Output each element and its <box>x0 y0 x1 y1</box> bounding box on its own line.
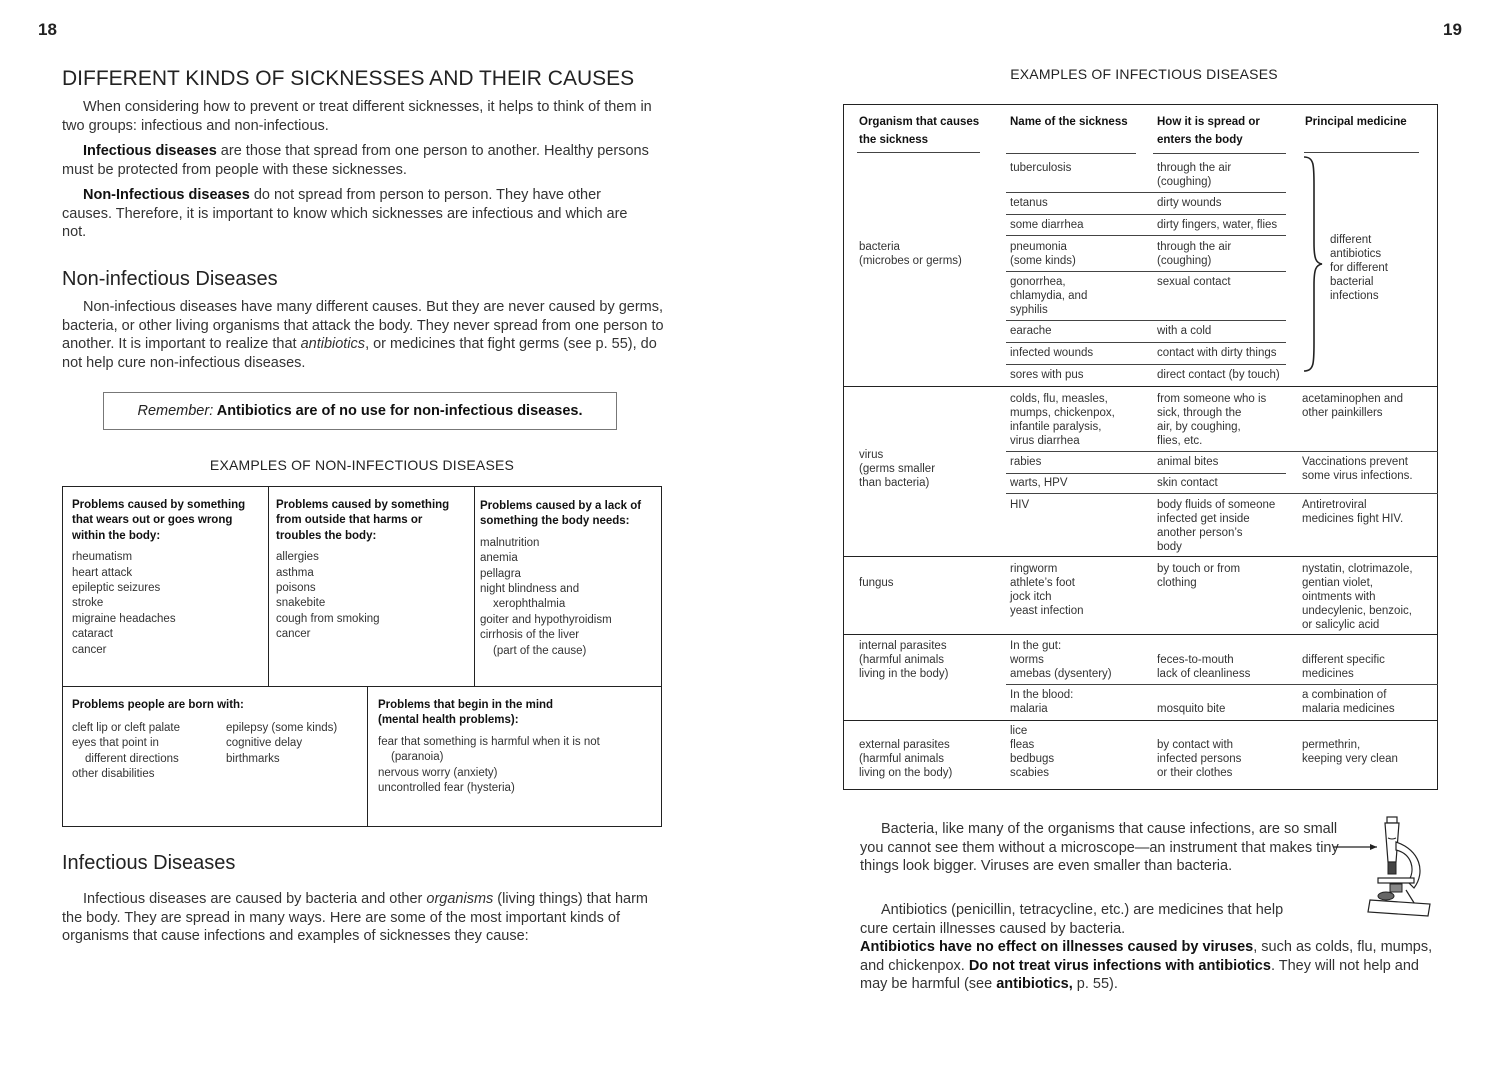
spread-method <box>1157 738 1241 780</box>
list-item: other disabilities <box>72 768 155 781</box>
table-cell-outside-harm <box>276 498 470 643</box>
table-divider <box>367 686 368 827</box>
text-line: (coughing) <box>1157 176 1212 188</box>
header-underline <box>857 152 980 153</box>
text-line: through the air <box>1157 162 1232 174</box>
cell-header <box>378 698 658 729</box>
antibiotics-paragraph-top: Antibiotics (penicillin, tetracycline, etc.) are medicines that help cure certain illnesses caused by bacteria. <box>860 902 1284 937</box>
text-line: nystatin, clotrimazole, <box>1302 563 1413 575</box>
text-line: living on the body) <box>859 767 953 779</box>
organism-external-parasites <box>859 738 952 780</box>
row-divider <box>1006 473 1286 474</box>
text-line: infections <box>1330 290 1379 302</box>
text-line: internal parasites <box>859 640 947 652</box>
spread-method: dirty fingers, water, flies <box>1157 219 1278 231</box>
header-line: troubles the body: <box>276 529 377 542</box>
text-line: clothing <box>1157 577 1197 589</box>
list-item: allergies <box>276 551 319 564</box>
row-divider <box>1006 214 1286 215</box>
text-line: or salicylic acid <box>1302 619 1380 631</box>
text-line: yeast infection <box>1010 605 1084 617</box>
row-separator <box>843 634 1438 635</box>
organism-virus <box>859 448 935 490</box>
text-line: undecylenic, benzoic, <box>1302 605 1412 617</box>
list-item: nervous worry (anxiety) <box>378 766 498 779</box>
row-separator <box>843 386 1438 387</box>
text-line: infantile paralysis, <box>1010 421 1102 433</box>
cell-header: Problems people are born with: <box>72 699 244 711</box>
text-line: gentian violet, <box>1302 577 1373 589</box>
spread-method <box>1157 240 1231 268</box>
text-line: virus <box>859 449 884 461</box>
medicine <box>1302 738 1398 766</box>
text-line: pneumonia <box>1010 241 1067 253</box>
spread-method: skin contact <box>1157 477 1218 489</box>
infectious-definition-text: are those that spread from one person to another. Healthy persons must be protected from people with these sicknesses. <box>62 143 649 178</box>
text-line: flies, etc. <box>1157 435 1203 447</box>
list-item: cataract <box>72 628 113 641</box>
organism-bacteria <box>859 240 962 268</box>
text-line: worms <box>1010 654 1044 666</box>
list-item: heart attack <box>72 566 133 579</box>
list-item: poisons <box>276 582 316 595</box>
header-line: Problems caused by something <box>276 499 450 511</box>
spread-method: with a cold <box>1157 325 1212 337</box>
cell-header <box>480 499 660 530</box>
header-line: from outside that harms or <box>276 514 423 527</box>
text-line: by contact with <box>1157 739 1234 751</box>
row-divider <box>1006 235 1286 236</box>
header-line: How it is spread or <box>1157 116 1260 128</box>
row-divider <box>1006 364 1286 365</box>
text-line: Antiretroviral <box>1302 499 1367 511</box>
antibiotics-paragraph-rest <box>860 938 1435 994</box>
list-item: fear that something is harmful when it is not <box>378 735 600 748</box>
spread-method <box>1157 653 1250 681</box>
text-line: sick, through the <box>1157 407 1242 419</box>
spread-method <box>1157 498 1275 554</box>
intro-paragraph: When considering how to prevent or treat different sicknesses, it helps to think of them in two groups: infectious and non-infectious. <box>62 99 652 134</box>
list-item: goiter and hypothyroidism <box>480 613 612 626</box>
bold-reference: antibiotics, <box>996 976 1073 993</box>
text-line: ringworm <box>1010 563 1058 575</box>
text-line: body fluids of someone <box>1157 499 1276 511</box>
text-line: keeping very clean <box>1302 753 1398 765</box>
list-item: cognitive delay <box>226 737 303 750</box>
sickness-name: sores with pus <box>1010 369 1084 381</box>
sickness-name: HIV <box>1010 499 1030 511</box>
list-item: epileptic seizures <box>72 582 161 595</box>
row-separator <box>843 720 1438 721</box>
table-cell-lack-of <box>480 499 660 659</box>
spread-method: dirty wounds <box>1157 197 1222 209</box>
list-item: snakebite <box>276 597 326 610</box>
text-line: In the gut: <box>1010 640 1062 652</box>
text-line: acetaminophen and <box>1302 393 1404 405</box>
text-line: (harmful animals <box>859 654 944 666</box>
text-line: Vaccinations prevent <box>1302 456 1408 468</box>
remember-text: Antibiotics are of no use for non-infectious diseases. <box>213 403 583 419</box>
text-line: lack of cleanliness <box>1157 668 1251 680</box>
header-underline <box>1006 153 1136 154</box>
text-line: a combination of <box>1302 689 1387 701</box>
text-line: or their clothes <box>1157 767 1233 779</box>
organism-fungus: fungus <box>859 577 894 589</box>
table-divider <box>268 486 269 686</box>
text-line: malaria <box>1010 703 1048 715</box>
header-line: Problems that begin in the mind <box>378 699 554 711</box>
text-line: bacterial <box>1330 276 1374 288</box>
born-with-list-a <box>72 721 222 783</box>
list-item: stroke <box>72 597 104 610</box>
bacteria-microscope-paragraph: Bacteria, like many of the organisms that cause infections, are so small you cannot see them without a microscope—an instrument that makes tiny things look bigger. Viruses are even smaller than bacteria. <box>860 821 1339 875</box>
text-line: (harmful animals <box>859 753 944 765</box>
header-underline <box>1304 152 1419 153</box>
text-line: through the air <box>1157 241 1232 253</box>
spread-method <box>1157 392 1266 448</box>
noninfectious-table-caption: EXAMPLES OF NON-INFECTIOUS DISEASES <box>209 457 515 473</box>
list-item: asthma <box>276 566 314 579</box>
text-line: (microbes or germs) <box>859 255 962 267</box>
sickness-name <box>1010 240 1076 268</box>
row-divider <box>1006 192 1286 193</box>
infectious-paragraph-text-2: (living things) that harm the body. They are spread in many ways. Here are some of the most important kinds of organisms that cause infections and examples of sicknesses they cause: <box>62 891 649 945</box>
list-item: cancer <box>72 643 107 656</box>
infectious-term: Infectious diseases <box>83 143 217 159</box>
organism-internal-parasites <box>859 639 949 681</box>
list-item: different directions <box>85 752 179 765</box>
text-line: chlamydia, and <box>1010 290 1088 302</box>
list-item: migraine headaches <box>72 612 176 625</box>
text-line: than bacteria) <box>859 477 930 489</box>
text-run: . They will not help and may be harmful (see <box>860 957 1419 993</box>
list-item: malnutrition <box>480 536 540 549</box>
list-item: epilepsy (some kinds) <box>226 722 338 734</box>
sickness-name <box>1010 392 1115 448</box>
text-line: jock itch <box>1010 591 1052 603</box>
medicine <box>1302 498 1403 526</box>
row-divider <box>1006 493 1438 494</box>
table-cell-born-with <box>72 698 362 719</box>
text-line: scabies <box>1010 767 1049 779</box>
list-item: xerophthalmia <box>493 598 566 611</box>
text-run: , such as colds, flu, mumps, and chickenpox. <box>860 939 1433 974</box>
spread-method: mosquito bite <box>1157 703 1226 715</box>
text-line: different specific <box>1302 654 1385 666</box>
text-line: malaria medicines <box>1302 703 1395 715</box>
header-line: that wears out or goes wrong <box>72 514 233 527</box>
medicine <box>1302 562 1413 632</box>
list-item: (part of the cause) <box>493 644 587 657</box>
text-run: p. 55). <box>1072 976 1118 993</box>
text-line: colds, flu, measles, <box>1010 393 1108 405</box>
list-item: cirrhosis of the liver <box>480 629 580 642</box>
section-heading-infectious: Infectious Diseases <box>62 852 236 874</box>
text-line: (coughing) <box>1157 255 1212 267</box>
text-line: In the blood: <box>1010 689 1074 701</box>
noninfectious-term: Non-Infectious diseases <box>83 187 250 203</box>
text-line: feces-to-mouth <box>1157 654 1234 666</box>
medicine <box>1302 455 1413 483</box>
text-line: by touch or from <box>1157 563 1241 575</box>
text-line: air, by coughing, <box>1157 421 1241 433</box>
text-line: another person’s <box>1157 527 1243 539</box>
header-line: something the body needs: <box>480 515 630 528</box>
organisms-term: organisms <box>426 891 494 907</box>
text-line: lice <box>1010 725 1028 737</box>
list-item: cancer <box>276 628 311 641</box>
text-line: (germs smaller <box>859 463 936 475</box>
sickness-name <box>1010 688 1073 716</box>
header-medicine: Principal medicine <box>1305 116 1407 128</box>
spread-method <box>1157 562 1240 590</box>
list-item: cough from smoking <box>276 612 380 625</box>
text-line: fleas <box>1010 739 1035 751</box>
sickness-name: some diarrhea <box>1010 219 1084 231</box>
text-line: external parasites <box>859 739 950 751</box>
text-line: other painkillers <box>1302 407 1383 419</box>
sickness-name <box>1010 639 1112 681</box>
medicine <box>1302 688 1395 716</box>
row-divider <box>1006 271 1286 272</box>
table-cell-mind <box>378 698 658 796</box>
text-line: medicines <box>1302 668 1354 680</box>
text-line: syphilis <box>1010 304 1048 316</box>
text-line: bacteria <box>859 241 900 253</box>
infectious-table-caption: EXAMPLES OF INFECTIOUS DISEASES <box>1010 66 1278 82</box>
header-underline <box>1153 153 1286 154</box>
noninfectious-paragraph-text-1: Non-infectious diseases have many different causes. But they are never caused by germs, bacteria, or other living organisms that attack the body. They never spread from one person to another. It is important to realize that <box>62 299 664 353</box>
text-line: from someone who is <box>1157 393 1267 405</box>
table-divider <box>474 486 475 686</box>
row-divider <box>1006 342 1286 343</box>
text-line: amebas (dysentery) <box>1010 668 1112 680</box>
sickness-name: rabies <box>1010 456 1042 468</box>
text-line: antibiotics <box>1330 248 1382 260</box>
bold-statement: Do not treat virus infections with antibiotics <box>968 957 1271 974</box>
row-divider <box>1006 684 1438 685</box>
cell-header <box>276 498 470 544</box>
text-line: gonorrhea, <box>1010 276 1066 288</box>
text-line: living in the body) <box>859 668 949 680</box>
cell-header <box>72 498 264 544</box>
medicine <box>1302 653 1385 681</box>
header-spread <box>1157 113 1260 149</box>
spread-method: animal bites <box>1157 456 1219 468</box>
header-name: Name of the sickness <box>1010 116 1128 128</box>
text-line: some virus infections. <box>1302 470 1413 482</box>
infectious-paragraph <box>62 890 662 946</box>
antibiotics-term: antibiotics <box>300 336 366 353</box>
text-line: body <box>1157 541 1182 553</box>
remember-box <box>103 392 617 430</box>
list-item: (paranoia) <box>391 751 444 764</box>
header-line: enters the body <box>1157 134 1243 146</box>
text-line: medicines fight HIV. <box>1302 513 1404 525</box>
remember-label: Remember: <box>137 403 214 419</box>
text-line: different <box>1330 234 1372 246</box>
text-line: bedbugs <box>1010 753 1055 765</box>
list-item: birthmarks <box>226 752 280 765</box>
list-item: pellagra <box>480 567 521 580</box>
list-item: night blindness and <box>480 583 580 596</box>
sickness-name: infected wounds <box>1010 347 1094 359</box>
text-line: permethrin, <box>1302 739 1361 751</box>
list-item: rheumatism <box>72 551 133 564</box>
page-number-right: 19 <box>1443 20 1462 39</box>
page-number-left: 18 <box>38 20 57 39</box>
row-separator <box>843 556 1438 557</box>
sickness-name: warts, HPV <box>1010 477 1068 489</box>
table-divider <box>62 686 662 687</box>
text-line: infected get inside <box>1157 513 1250 525</box>
sickness-name: tetanus <box>1010 197 1048 209</box>
sickness-name: earache <box>1010 325 1052 337</box>
text-line: infected persons <box>1157 753 1242 765</box>
noninfectious-definition-text: do not spread from person to person. They have other causes. Therefore, it is important to know which sicknesses are infectious and which are not. <box>62 187 628 241</box>
header-line: within the body: <box>72 529 161 542</box>
text-line: for different <box>1330 262 1388 274</box>
row-divider <box>1006 320 1286 321</box>
list-item: uncontrolled fear (hysteria) <box>378 782 515 795</box>
header-line: Problems caused by something <box>72 499 246 511</box>
medicine <box>1302 392 1403 420</box>
header-line: Organism that causes <box>859 116 980 128</box>
section-heading-noninfectious: Non-infectious Diseases <box>62 268 278 290</box>
header-line: the sickness <box>859 134 929 146</box>
text-line: virus diarrhea <box>1010 435 1080 447</box>
text-line: ointments with <box>1302 591 1376 603</box>
page-title: DIFFERENT KINDS OF SICKNESSES AND THEIR CAUSES <box>62 67 635 90</box>
sickness-name: tuberculosis <box>1010 162 1072 174</box>
noninfectious-paragraph-text-2: , or medicines that fight germs (see p. 55), do not help cure non-infectious diseases. <box>62 336 657 372</box>
list-item: eyes that point in <box>72 737 159 750</box>
row-divider <box>1006 451 1438 452</box>
infectious-paragraph-text-1: Infectious diseases are caused by bacteria and other <box>83 891 427 907</box>
microscope-icon <box>1330 812 1440 922</box>
table-cell-wears-out <box>72 498 264 658</box>
curly-brace-icon <box>1300 155 1324 373</box>
list-item: anemia <box>480 552 518 565</box>
header-organism <box>859 113 979 149</box>
sickness-name <box>1010 562 1084 618</box>
text-line: athlete’s foot <box>1010 577 1076 589</box>
spread-method <box>1157 161 1231 189</box>
noninfectious-definition <box>62 186 652 242</box>
spread-method: sexual contact <box>1157 276 1231 288</box>
bold-statement: Antibiotics have no effect on illnesses caused by viruses <box>860 939 1254 955</box>
born-with-list-b <box>226 721 364 767</box>
header-line: Problems caused by a lack of <box>480 500 642 512</box>
sickness-name <box>1010 724 1054 780</box>
sickness-name <box>1010 275 1087 317</box>
bacteria-medicine <box>1330 233 1388 303</box>
noninfectious-paragraph <box>62 298 667 373</box>
spread-method: direct contact (by touch) <box>1157 369 1280 381</box>
text-line: mumps, chickenpox, <box>1010 407 1115 419</box>
infectious-definition <box>62 142 652 179</box>
spread-method: contact with dirty things <box>1157 347 1277 359</box>
header-line: (mental health problems): <box>378 714 519 727</box>
text-line: (some kinds) <box>1010 255 1076 267</box>
list-item: cleft lip or cleft palate <box>72 722 181 734</box>
